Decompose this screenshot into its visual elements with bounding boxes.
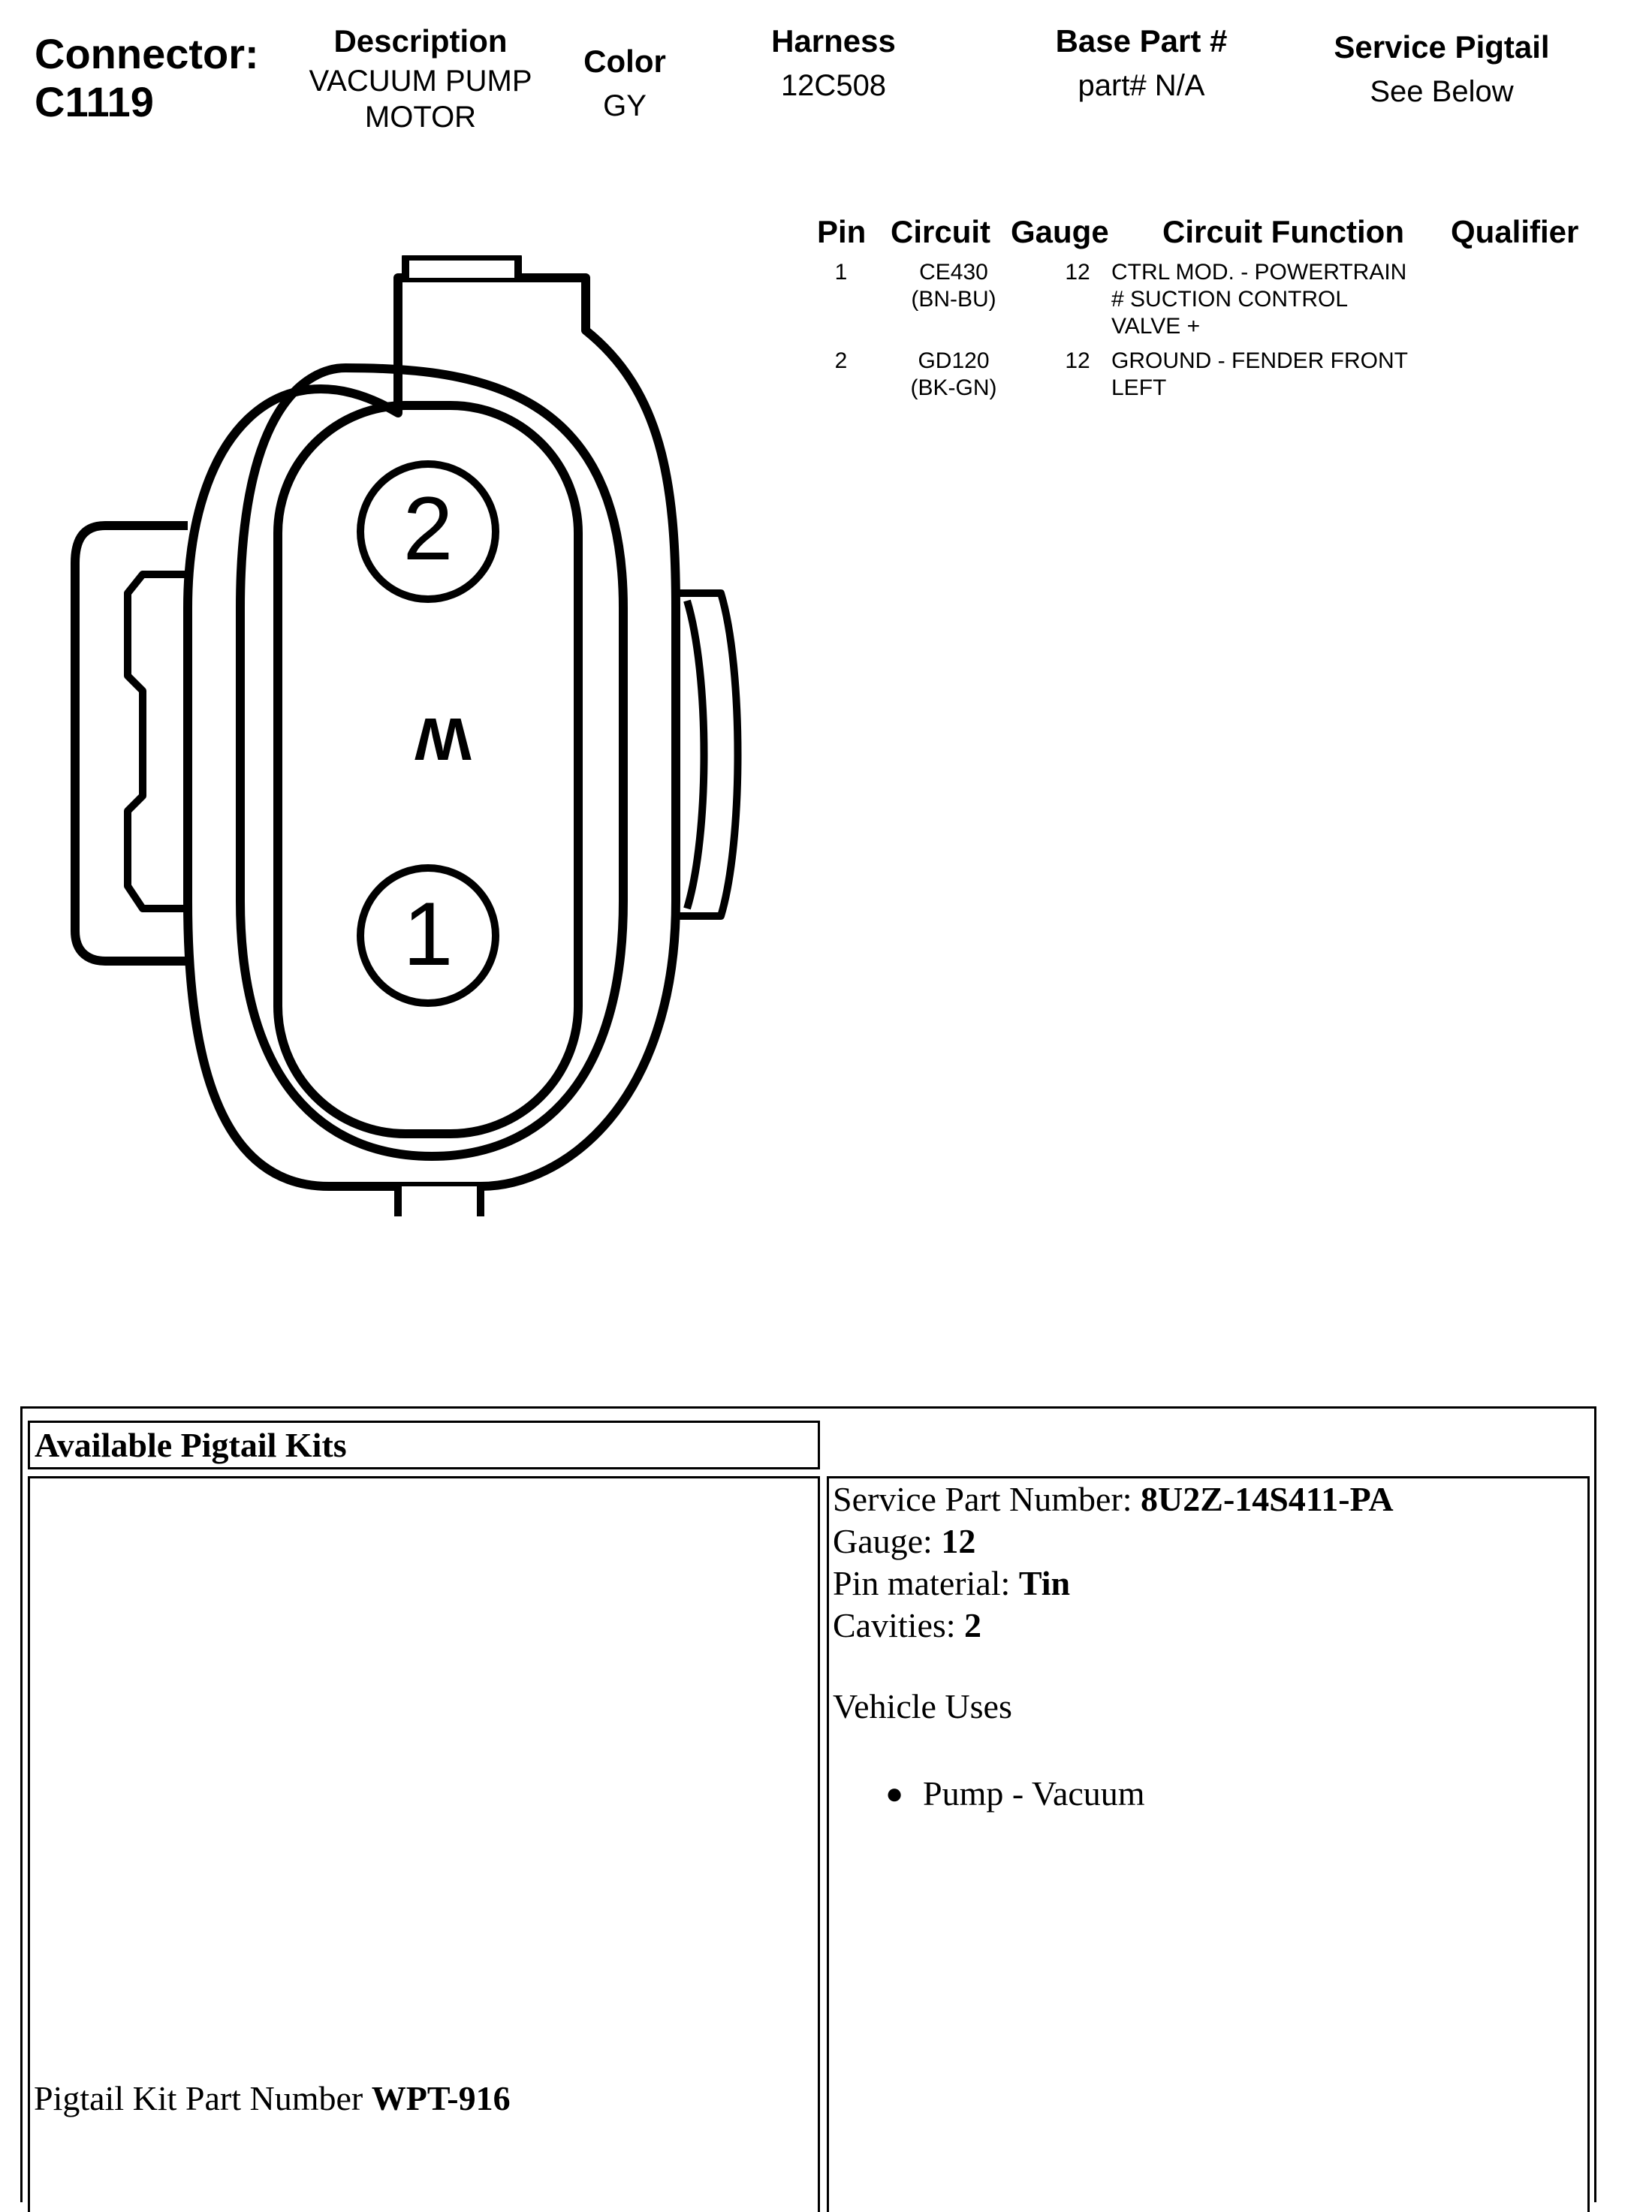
circuit-id: GD120	[918, 348, 990, 373]
color-value: GY	[603, 89, 647, 122]
pin-header: Pin	[817, 214, 867, 249]
pigtail-kit-part-number: Pigtail Kit Part Number WPT-916	[34, 2079, 511, 2117]
pigtail-kit-image-cell	[28, 1476, 820, 2212]
service-pigtail-column	[1299, 29, 1584, 110]
connector-face-diagram	[60, 255, 781, 1216]
gauge-header: Gauge	[1011, 214, 1109, 249]
cavities: Cavities: 2	[833, 1606, 982, 1644]
kit-part-number-value: WPT-916	[371, 2079, 511, 2117]
base-part-value: part# N/A	[1078, 69, 1205, 102]
description-heading: Description	[333, 23, 508, 59]
pigtail-kit-specs	[833, 1478, 1394, 1815]
connector-label: Connector:	[35, 30, 259, 77]
pin-number: 2	[834, 348, 848, 373]
service-pigtail-value: See Below	[1370, 75, 1514, 108]
pigtail-kits-title: Available Pigtail Kits	[28, 1421, 820, 1469]
table-row	[811, 259, 1622, 348]
kit-gauge: Gauge: 12	[833, 1522, 976, 1560]
circuit-cell	[886, 259, 1021, 313]
gauge-cell: 12	[1065, 348, 1090, 373]
description-value: VACUUM PUMP MOTOR	[309, 65, 532, 134]
circuit-function-header: Circuit Function	[1162, 214, 1404, 249]
right-rib-inner	[687, 601, 704, 909]
wire-color: (BK-GN)	[910, 375, 997, 400]
circuit-function-cell: GROUND - FENDER FRONT LEFT	[1111, 348, 1408, 400]
harness-heading: Harness	[771, 23, 896, 59]
pin-table-header	[811, 214, 1622, 255]
list-item: ● Pump - Vacuum	[833, 1773, 1394, 1815]
harness-value: 12C508	[780, 69, 887, 102]
service-pigtail-heading: Service Pigtail	[1334, 29, 1550, 65]
key-mark: W	[415, 706, 472, 773]
base-part-column	[1006, 23, 1277, 104]
connector-header	[0, 0, 1652, 150]
table-row	[811, 348, 1622, 415]
description-column	[285, 23, 556, 135]
top-latch	[405, 257, 518, 278]
bullet-icon: ●	[885, 1777, 904, 1810]
pin-table	[811, 214, 1622, 415]
service-part-number: Service Part Number: 8U2Z-14S411-PA	[833, 1480, 1394, 1518]
vehicle-uses-list	[833, 1773, 1394, 1815]
vehicle-uses-heading: Vehicle Uses	[833, 1687, 1012, 1725]
circuit-id: CE430	[919, 260, 988, 285]
pin-material: Pin material: Tin	[833, 1564, 1071, 1602]
connector-title	[35, 30, 259, 126]
color-column	[557, 43, 692, 124]
wire-color: (BN-BU)	[911, 287, 996, 312]
color-heading: Color	[583, 44, 666, 79]
harness-column	[736, 23, 931, 104]
pigtail-kit-details-cell	[827, 1476, 1590, 2212]
circuit-cell	[886, 348, 1021, 402]
bottom-tab	[398, 1186, 481, 1216]
left-lock-tab-inner	[128, 574, 188, 909]
circuit-header: Circuit	[891, 214, 991, 249]
qualifier-header: Qualifier	[1451, 214, 1579, 249]
circuit-function-cell: CTRL MOD. - POWERTRAIN # SUCTION CONTROL VALVE +	[1111, 260, 1407, 339]
pin-number: 1	[834, 260, 848, 285]
base-part-heading: Base Part #	[1055, 23, 1228, 59]
cavity-2-label: 2	[402, 478, 454, 579]
gauge-cell: 12	[1065, 260, 1090, 285]
connector-id: C1119	[35, 78, 154, 125]
cavity-1-label: 1	[402, 884, 454, 984]
